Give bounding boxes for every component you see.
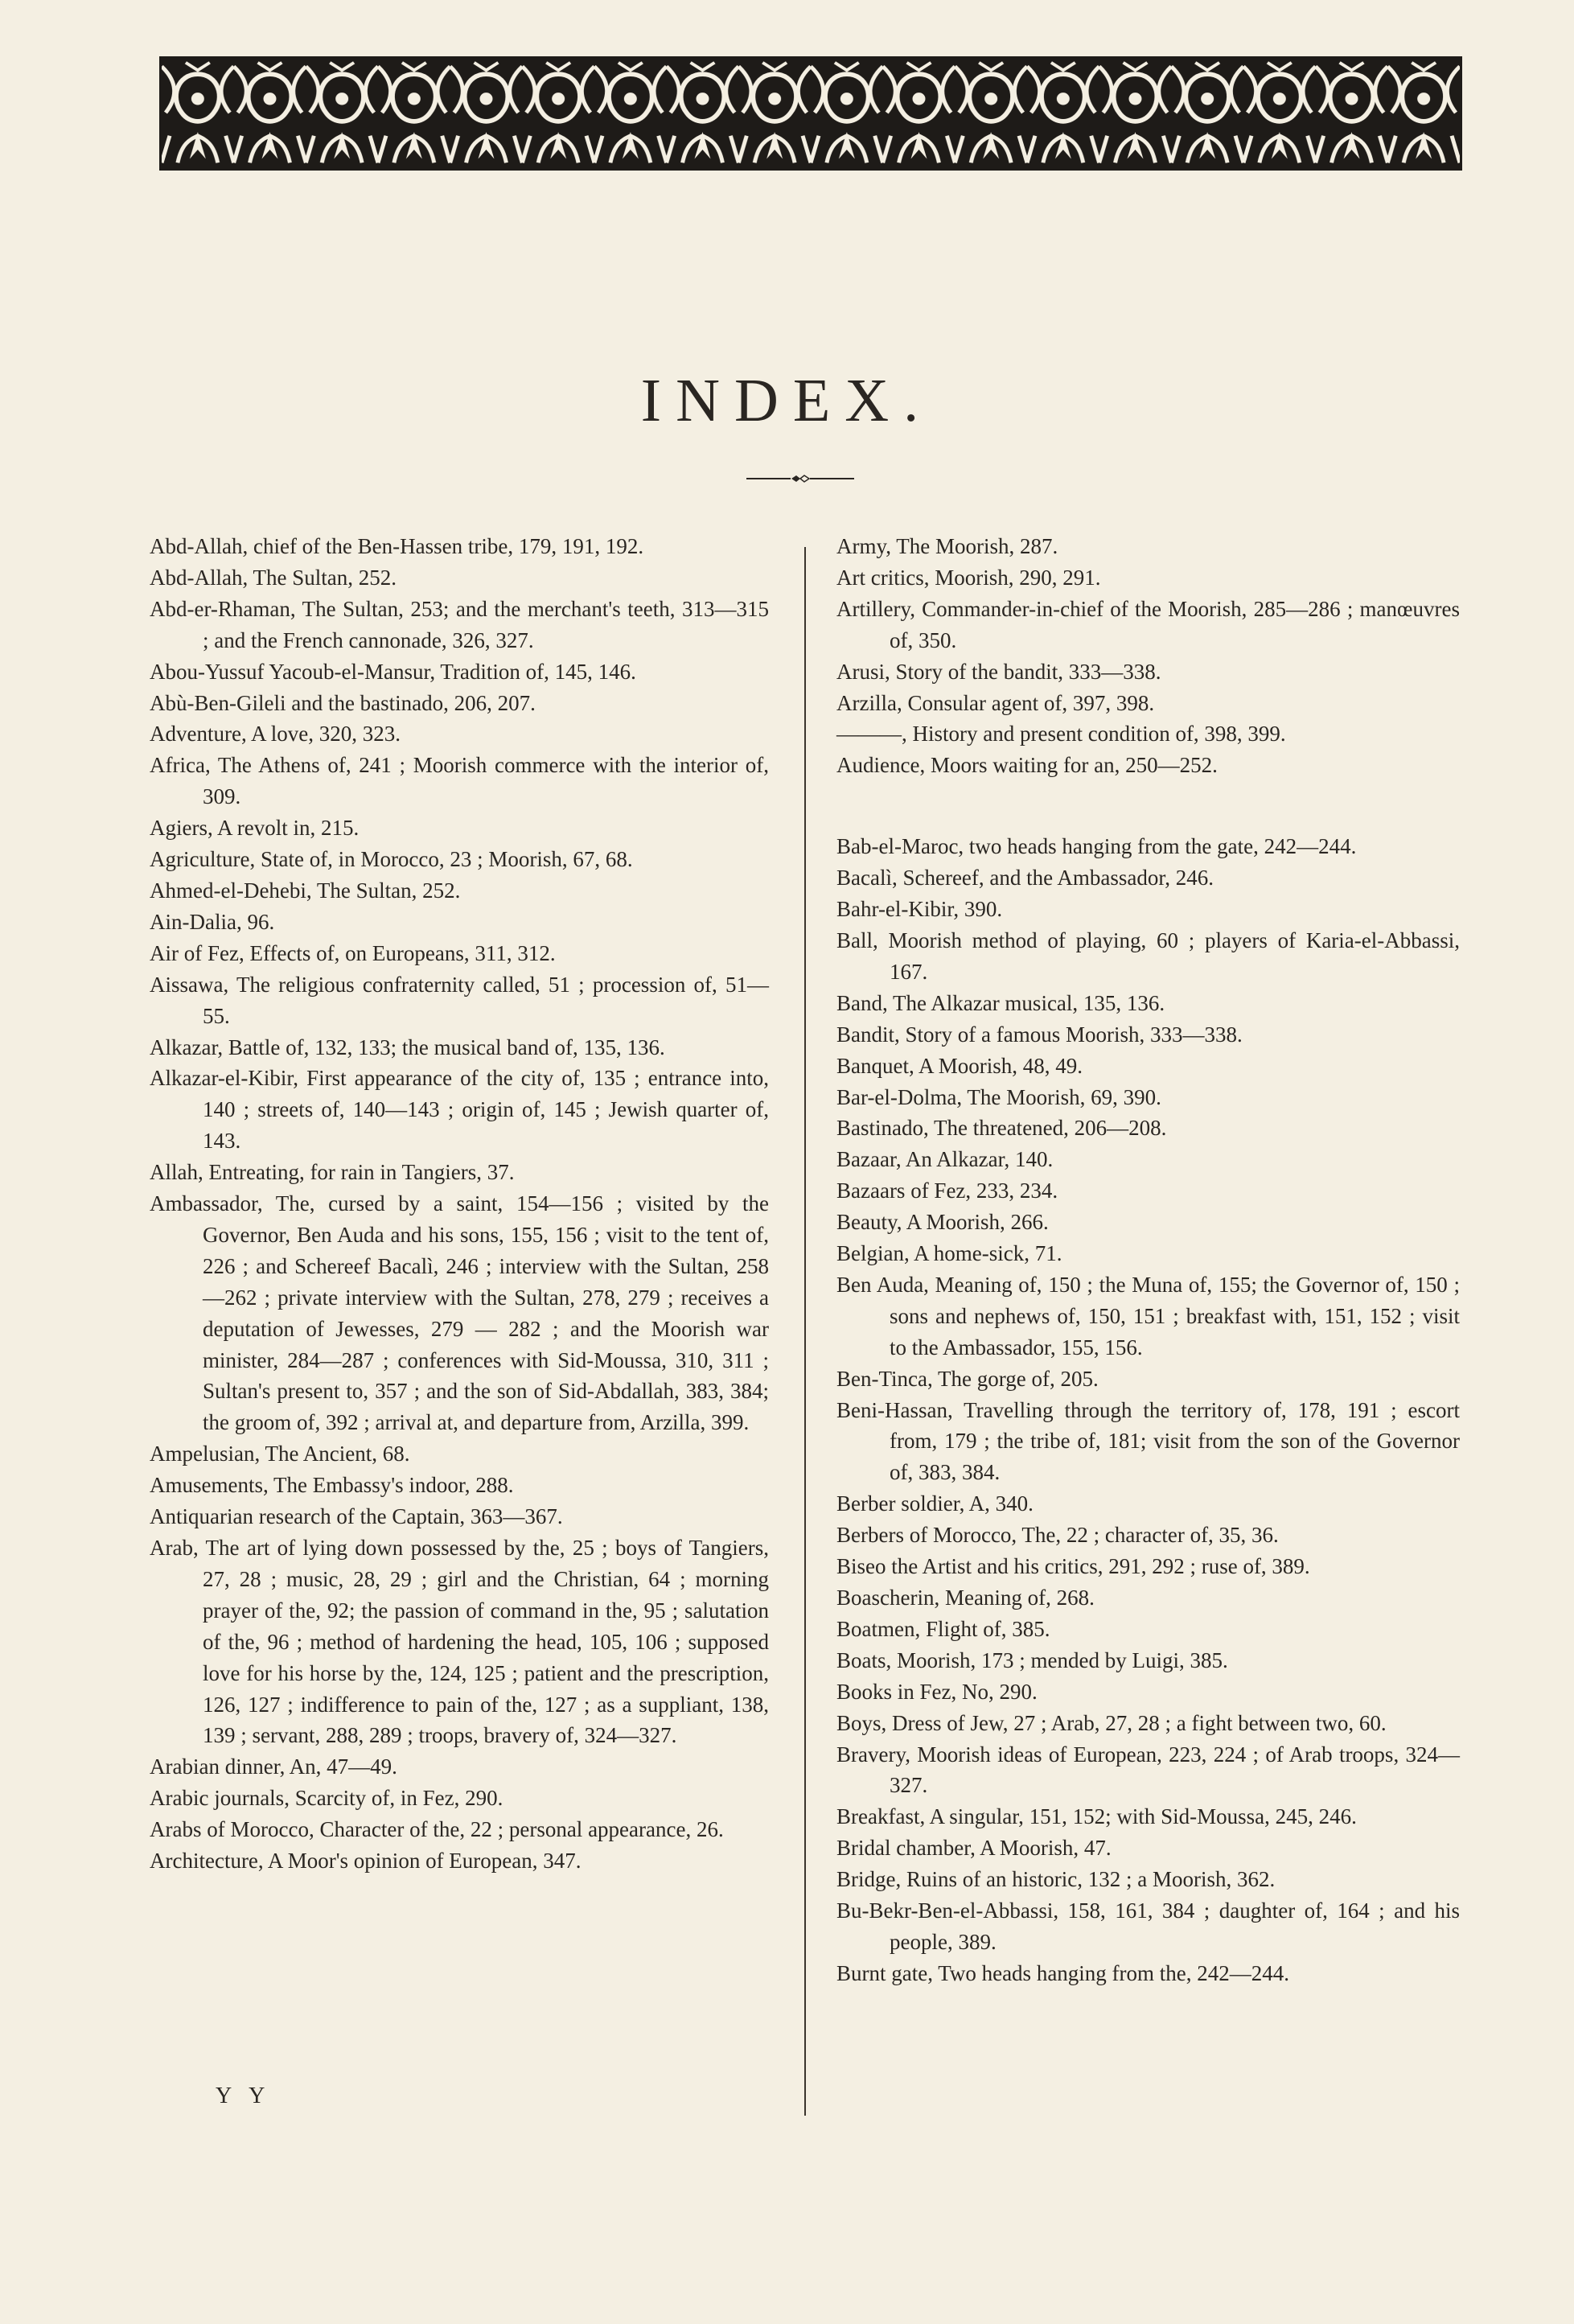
index-entry: Aissawa, The religious confraternity called, 51 ; procession of, 51—55.: [150, 972, 769, 1028]
index-group-b: [836, 831, 1460, 1989]
index-entry: Breakfast, A singular, 151, 152; with Sid-Moussa, 245, 246.: [836, 1804, 1357, 1829]
title-rule-icon: [746, 473, 854, 484]
index-entry: Boys, Dress of Jew, 27 ; Arab, 27, 28 ; a fight between two, 60.: [836, 1710, 1387, 1735]
index-entry: Amusements, The Embassy's indoor, 288.: [150, 1473, 514, 1498]
index-entry: Beauty, A Moorish, 266.: [836, 1210, 1049, 1235]
index-entry: Bahr-el-Kibir, 390.: [836, 897, 1003, 922]
index-entry: Abd-Allah, The Sultan, 252.: [150, 565, 397, 590]
index-entry: Band, The Alkazar musical, 135, 136.: [836, 990, 1165, 1015]
index-entry: Arabic journals, Scarcity of, in Fez, 290.: [150, 1786, 503, 1811]
index-entry: Beni-Hassan, Travelling through the territory of, 178, 191 ; escort from, 179 ; the tribe of, 181; visit from the son of the Governor of, 383, 384.: [836, 1397, 1460, 1485]
index-entry: Arusi, Story of the bandit, 333—338.: [836, 659, 1161, 684]
index-entry: Abd-er-Rhaman, The Sultan, 253; and the merchant's teeth, 313—315 ; and the French cannonade, 326, 327.: [150, 596, 769, 652]
index-entry: Audience, Moors waiting for an, 250—252.: [836, 753, 1218, 778]
index-entry: Bar-el-Dolma, The Moorish, 69, 390.: [836, 1084, 1161, 1109]
index-entry: Allah, Entreating, for rain in Tangiers, 37.: [150, 1160, 515, 1185]
index-entry: Architecture, A Moor's opinion of European, 347.: [150, 1849, 582, 1874]
index-entry: Abou-Yussuf Yacoub-el-Mansur, Tradition of, 145, 146.: [150, 659, 636, 684]
index-entry: Banquet, A Moorish, 48, 49.: [836, 1053, 1083, 1078]
index-entry: ———, History and present condition of, 398, 399.: [836, 722, 1286, 747]
index-group-a: [836, 531, 1460, 781]
index-entry: Boascherin, Meaning of, 268.: [836, 1586, 1095, 1610]
index-entry: Arzilla, Consular agent of, 397, 398.: [836, 690, 1155, 715]
index-entry: Ben Auda, Meaning of, 150 ; the Muna of, 155; the Governor of, 150 ; sons and nephews of, 150, 151 ; breakfast with, 151, 152 ; visit to the Ambassador, 155, 156.: [836, 1272, 1460, 1359]
index-entry: Burnt gate, Two heads hanging from the, 242—244.: [836, 1960, 1290, 1985]
index-entry: Adventure, A love, 320, 323.: [150, 722, 401, 747]
index-entry: Agriculture, State of, in Morocco, 23 ; Moorish, 67, 68.: [150, 847, 633, 872]
page-title: INDEX.: [640, 367, 934, 434]
index-entry: Antiquarian research of the Captain, 363—367.: [150, 1504, 563, 1529]
index-entry: Agiers, A revolt in, 215.: [150, 816, 360, 841]
index-entry: Abù-Ben-Gileli and the bastinado, 206, 207.: [150, 690, 536, 715]
index-entry: Bab-el-Maroc, two heads hanging from the gate, 242—244.: [836, 834, 1357, 859]
index-entry: Books in Fez, No, 290.: [836, 1679, 1038, 1704]
group-spacer: [836, 781, 1460, 831]
index-entry: Boatmen, Flight of, 385.: [836, 1616, 1050, 1641]
index-entry: Bacalì, Schereef, and the Ambassador, 246.: [836, 866, 1214, 891]
index-entry: Berbers of Morocco, The, 22 ; character of, 35, 36.: [836, 1523, 1279, 1548]
index-entry: Art critics, Moorish, 290, 291.: [836, 565, 1101, 590]
index-entry: Army, The Moorish, 287.: [836, 534, 1058, 558]
index-entry: Berber soldier, A, 340.: [836, 1491, 1034, 1516]
index-entry: Air of Fez, Effects of, on Europeans, 311, 312.: [150, 940, 556, 965]
index-entry: Africa, The Athens of, 241 ; Moorish commerce with the interior of, 309.: [150, 753, 769, 809]
index-entry: Ambassador, The, cursed by a saint, 154—156 ; visited by the Governor, Ben Auda and his sons, 155, 156 ; visit to the tent of, 226 ; and Schereef Bacalì, 246 ; interview with the Sultan, 258—262 ; private interview with the Sultan, 278, 279 ; receives a deputation of Jewesses, 279 — 282 ; and the Moorish war minister, 284—287 ; conferences with Sid-Moussa, 310, 311 ; Sultan's present to, 357 ; and the son of Sid-Abdallah, 383, 384; the groom of, 392 ; arrival at, and departure from, Arzilla, 399.: [150, 1191, 769, 1435]
index-entry: Bastinado, The threatened, 206—208.: [836, 1116, 1167, 1141]
index-column-left: [150, 531, 769, 1877]
index-entry: Ball, Moorish method of playing, 60 ; players of Karia-el-Abbassi, 167.: [836, 928, 1460, 984]
index-entry: Bu-Bekr-Ben-el-Abbassi, 158, 161, 384 ; daughter of, 164 ; and his people, 389.: [836, 1898, 1460, 1954]
index-entry: Bandit, Story of a famous Moorish, 333—338.: [836, 1022, 1243, 1047]
index-entry: Ampelusian, The Ancient, 68.: [150, 1442, 410, 1466]
index-entry: Bazaar, An Alkazar, 140.: [836, 1147, 1054, 1172]
index-entry: Biseo the Artist and his critics, 291, 292 ; ruse of, 389.: [836, 1554, 1310, 1579]
ornament-pattern-icon: [162, 59, 1460, 168]
decorative-banner: [159, 56, 1462, 171]
index-entry: Alkazar-el-Kibir, First appearance of the city of, 135 ; entrance into, 140 ; streets of, 140—143 ; origin of, 145 ; Jewish quarter of, 143.: [150, 1066, 769, 1154]
index-entry: Ben-Tinca, The gorge of, 205.: [836, 1366, 1099, 1391]
index-entry: Bravery, Moorish ideas of European, 223, 224 ; of Arab troops, 324—327.: [836, 1742, 1460, 1798]
index-entry: Artillery, Commander-in-chief of the Moorish, 285—286 ; manœuvres of, 350.: [836, 596, 1460, 652]
signature-mark: Y Y: [216, 2083, 272, 2108]
index-entry: Arab, The art of lying down possessed by the, 25 ; boys of Tangiers, 27, 28 ; music, 28, 29 ; girl and the Christian, 64 ; morning prayer of the, 92; the passion of command in the, 95 ; salutation of the, 96 ; method of hardening the head, 105, 106 ; supposed love for his horse by the, 124, 125 ; patient and the prescription, 126, 127 ; indifference to pain of the, 127 ; as a suppliant, 138, 139 ; servant, 288, 289 ; troops, bravery of, 324—327.: [150, 1536, 769, 1748]
index-entry: Bridge, Ruins of an historic, 132 ; a Moorish, 362.: [836, 1867, 1276, 1892]
index-column-right: [836, 531, 1460, 1989]
index-entry: Ain-Dalia, 96.: [150, 909, 275, 934]
index-entry: Alkazar, Battle of, 132, 133; the musical band of, 135, 136.: [150, 1034, 665, 1059]
index-entry: Ahmed-el-Dehebi, The Sultan, 252.: [150, 878, 461, 903]
index-entry: Belgian, A home-sick, 71.: [836, 1241, 1062, 1266]
index-entry: Bazaars of Fez, 233, 234.: [836, 1178, 1058, 1203]
column-divider: [804, 547, 806, 2116]
index-entry: Bridal chamber, A Moorish, 47.: [836, 1836, 1112, 1861]
index-entry: Arabs of Morocco, Character of the, 22 ; personal appearance, 26.: [150, 1817, 724, 1842]
index-entry: Abd-Allah, chief of the Ben-Hassen tribe, 179, 191, 192.: [150, 534, 644, 558]
index-entry: Arabian dinner, An, 47—49.: [150, 1754, 397, 1779]
index-entry: Boats, Moorish, 173 ; mended by Luigi, 385.: [836, 1647, 1228, 1672]
